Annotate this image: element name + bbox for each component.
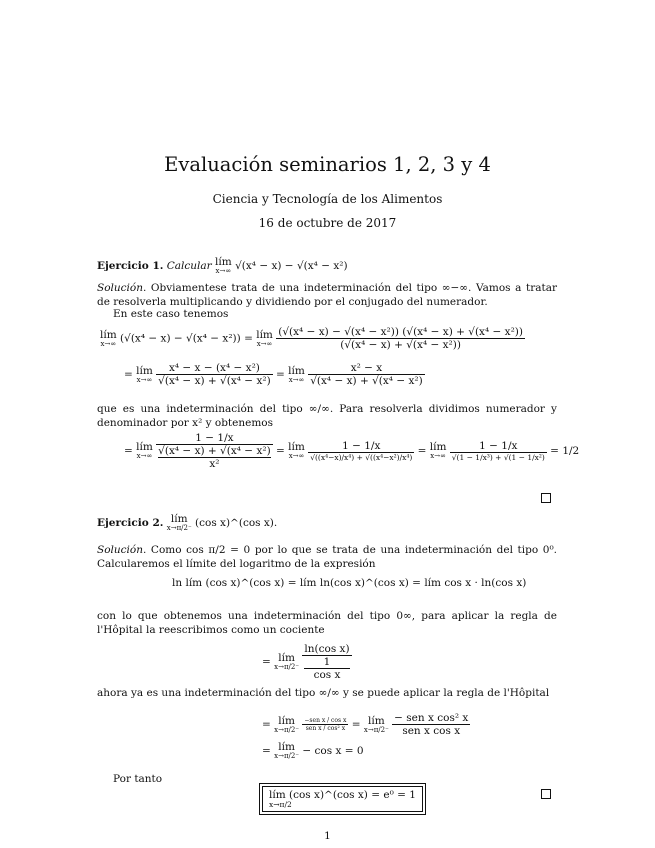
exercise-2-expression: (cos x)^(cos x). — [195, 517, 278, 529]
case-text: En este caso tenemos — [113, 308, 229, 320]
document-date: 16 de octubre de 2017 — [258, 216, 397, 230]
exercise-2-equation-3: = lím x→π/2⁻ $\frac{\text{−sen x / cos x}}{\text{sen x / cos² x}}$ = lím x→π/2⁻ $\frac{\text{− sen x cos² x}}{\text{sen x cos x}}$ — [262, 712, 469, 737]
page-number: 1 — [324, 830, 331, 842]
exercise-1-limit: lím x→∞ — [215, 256, 232, 275]
equation-1-fraction: $\frac{\text{(√(x⁴ − x) − √(x⁴ − x²)) (√(x⁴ − x) + √(x⁴ − x²))}}{\text{(√(x⁴ − x) + √(x⁴ − x²))}}$ — [278, 326, 523, 351]
exercise-1-expression: √(x⁴ − x) − √(x⁴ − x²) — [235, 260, 348, 272]
qed-box-1 — [541, 493, 551, 503]
qed-box-2 — [541, 789, 551, 799]
exercise-2-label: Ejercicio 2. — [97, 517, 164, 529]
exercise-2-between-2: ahora ya es una indeterminación del tipo ∞/∞ y se puede aplicar la regla de l'Hôpital — [97, 687, 550, 699]
exercise-1-statement — [97, 257, 348, 275]
exercise-2-limit: lím x→π/2⁻ — [166, 513, 192, 532]
final-result-box: lím (cos x)^(cos x) = e⁰ = 1 x→π/2 — [262, 786, 423, 812]
exercise-2-equation-2: = lím x→π/2⁻ ln(cos x) 1 cos x — [262, 643, 350, 681]
exercise-1-instruction: Calcular — [166, 260, 212, 272]
exercise-1-label: Ejercicio 1. — [97, 260, 164, 272]
exercise-2-equation-1: ln lím (cos x)^(cos x) = lím ln(cos x)^(cos x) = lím cos x · ln(cos x) — [172, 577, 527, 589]
document-subtitle: Ciencia y Tecnología de los Alimentos — [212, 192, 443, 206]
exercise-1-solution — [97, 281, 557, 309]
exercise-2-solution: Solución. Como cos π/2 = 0 por lo que se trata de una indeterminación del tipo 0⁰. Calcularemos el límite del logaritmo de la expresión — [97, 544, 558, 570]
between-text: que es una indeterminación del tipo ∞/∞. Para resolverla dividimos numerador y denominador por x² y obtenemos — [97, 403, 557, 429]
equation-2: = lím x→∞ $\frac{\text{x⁴ − x − (x⁴ − x²)}}{\text{√(x⁴ − x) + √(x⁴ − x²)}}$ = lím x→∞ $\frac{\text{x² − x}}{\text{√(x⁴ − x) + √(x⁴ − x²)}}$ — [124, 362, 423, 387]
equation-1: lím x→∞ (√(x⁴ − x) − √(x⁴ − x²)) = lím x→∞ $\frac{\text{(√(x⁴ − x) − √(x⁴ − x²)) (√(x⁴ − x) + √(x⁴ − x²))}}{\text{(√(x⁴ − x) + √(x⁴ − x²))}}$ — [100, 326, 523, 351]
therefore-text: Por tanto — [113, 773, 163, 785]
document-title: Evaluación seminarios 1, 2, 3 y 4 — [164, 153, 491, 176]
exercise-2-equation-4: = lím x→π/2⁻ − cos x = 0 — [262, 741, 364, 760]
equation-3-result: 1/2 — [562, 445, 580, 457]
equation-1-left: (√(x⁴ − x) − √(x⁴ − x²)) — [120, 332, 241, 345]
solution-text: Obviamentese trata de una indeterminación del tipo ∞−∞. Vamos a tratar de resolverla multiplicando y dividiendo por el conjugado del numerador. — [97, 282, 557, 308]
solution-label: Solución. — [97, 282, 147, 294]
equation-3: = lím x→∞ 1 − 1/x √(x⁴ − x) + √(x⁴ − x²) x² = lím x→∞ $\frac{1 - 1/x}{\text{√((x⁴−x)/x⁴) + √((x⁴−x²)/x⁴)}}$ = lím x→∞ $\frac{1 - 1/x}{\text{√(1 − 1/x³) + √(1 − 1/x²)}}$ = 1/2 — [124, 432, 580, 470]
exercise-2-between-1: con lo que obtenemos una indeterminación del tipo 0∞, para aplicar la regla de l'Hôpital la reescribimos como un cociente — [97, 610, 557, 636]
exercise-2-statement — [97, 514, 277, 532]
